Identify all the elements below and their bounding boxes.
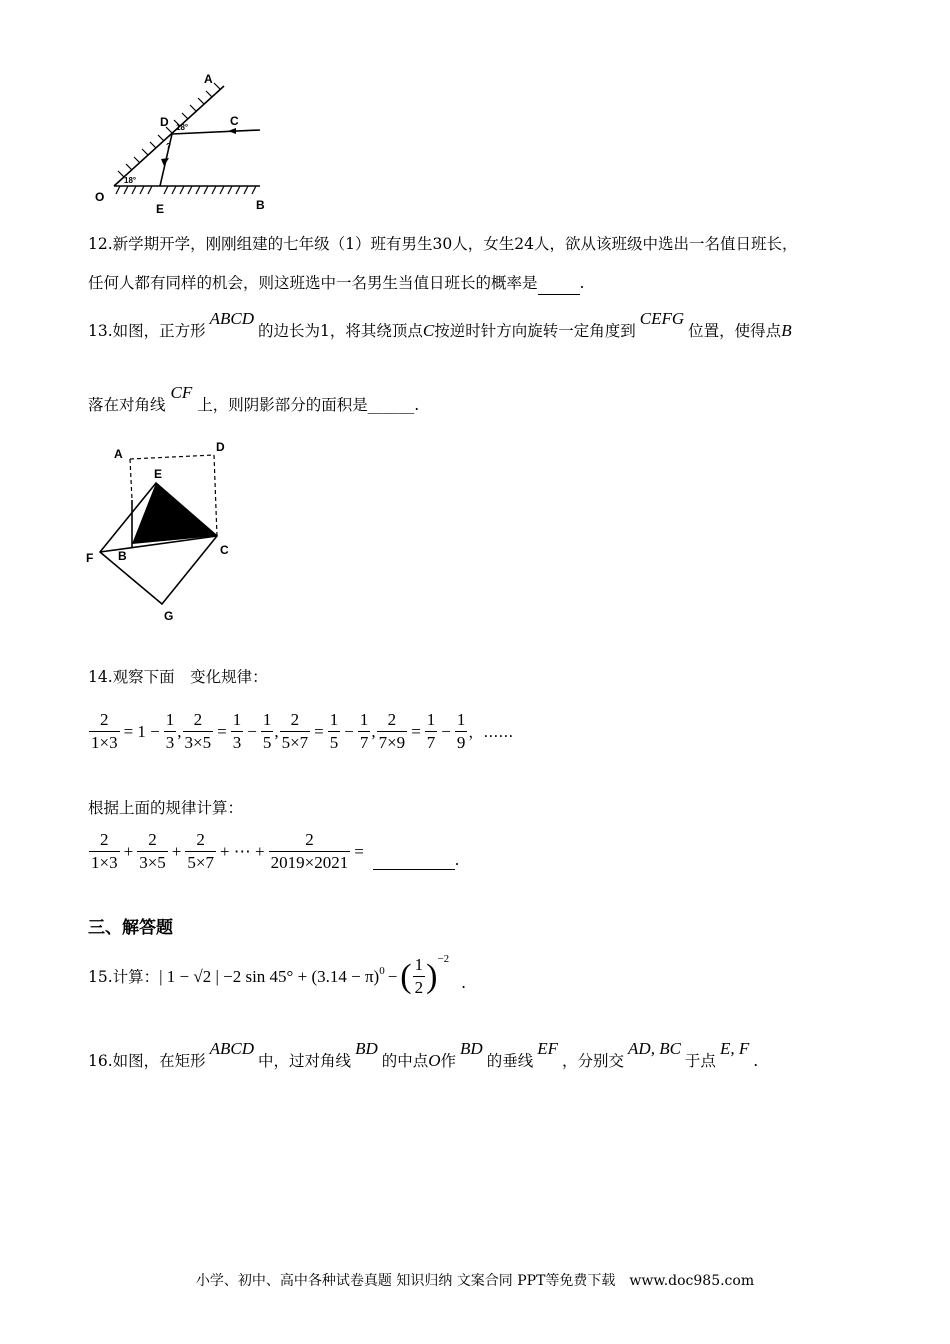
figure-13-diagram	[84, 438, 244, 624]
q16-p5: 的垂线	[486, 1052, 534, 1070]
fraction: $\frac{1}{7}$	[359, 710, 369, 752]
q12-line2	[88, 272, 584, 295]
q13-p5: 落在对角线	[88, 396, 166, 414]
minus: −	[387, 966, 398, 986]
q16-math-ad-bc: AD, BC	[628, 1039, 681, 1058]
q16-math-e-f: E, F	[719, 1039, 750, 1058]
shaded-region	[132, 483, 217, 544]
fraction: $\frac{1}{5}$	[262, 710, 272, 752]
page-footer: 小学、初中、高中各种试卷真题 知识归纳 文案合同 PPT等免费下载 www.doc985.com	[195, 1273, 755, 1289]
q16-math-abcd: ABCD	[209, 1039, 255, 1058]
q13-p2: 的边长为1，将其绕顶点	[258, 322, 423, 340]
hatch-oa	[118, 83, 220, 177]
q13-line2	[88, 383, 420, 416]
fraction: $\frac{2}{1\times 3}$	[91, 830, 118, 872]
q15-row	[88, 952, 467, 998]
q13-p3: 按逆时针方向旋转一定角度到	[434, 322, 636, 340]
q14-sum-row: $\frac{2}{1\times 3}$ + $\frac{2}{3\times 5}$ + $\frac{2}{5\times 7}$ + ⋯ + $\frac{2}{2019\times 2021}$ = .	[91, 830, 460, 872]
q14-answer-blank[interactable]	[373, 849, 455, 870]
fraction-half: $\frac{1}{2}$	[414, 955, 424, 997]
q13-p1: 13.如图，正方形	[88, 322, 206, 340]
fraction: $\frac{1}{3}$	[165, 710, 175, 752]
q14-end: .	[454, 849, 460, 869]
q13-b: B	[781, 321, 792, 340]
q16-line	[88, 1039, 759, 1072]
fraction: $\frac{1}{9}$	[456, 710, 466, 752]
q16-p7: 于点	[684, 1052, 716, 1070]
q16-p4: 作	[440, 1052, 457, 1070]
equals: =	[354, 841, 364, 861]
q14-pattern-row: $\frac{2}{1\times 3}$ = 1 − $\frac{1}{3}$ , $\frac{2}{3\times 5}$ = $\frac{1}{3}$ − $\frac{1}{5}$ , $\frac{2}{5\times 7}$ = $\frac{1}{5}$ − $\frac{1}{7}$ , $\frac{2}{7\times 9}$ = $\frac{1}{7}$ − $\frac{1}{9}$ ，……	[91, 710, 514, 752]
q12-line1: 12.新学期开学，刚刚组建的七年级（1）班有男生30人，女生24人，欲从该班级中选出一名值日班长，	[88, 235, 798, 253]
fraction: $\frac{2}{3\times 5}$	[184, 710, 212, 752]
fraction: $\frac{2}{1\times 3}$	[91, 710, 118, 752]
q14-rule: 根据上面的规律计算：	[88, 799, 244, 817]
fraction: $\frac{2}{3\times 5}$	[139, 830, 166, 872]
label-d: D	[160, 115, 169, 129]
label-g: G	[164, 609, 174, 623]
label-c: C	[230, 114, 239, 128]
q16-p3: 的中点	[381, 1052, 429, 1070]
fraction: $\frac{1}{5}$	[329, 710, 339, 752]
q16-math-bd2: BD	[460, 1039, 483, 1058]
q16-p1: 16.如图，在矩形	[88, 1052, 206, 1070]
q16-end: .	[753, 1052, 759, 1070]
fraction: $\frac{1}{7}$	[426, 710, 436, 752]
q15-exponent: −2	[437, 952, 450, 965]
q15-expression: | 1 − √2 | −2 sin 45° + (3.14 − π) $^0$ − ( $\frac{1}{2}$ ) $^{-2}$	[159, 952, 450, 997]
q12-text: 任何人都有同样的机会，则这班选中一名男生当值日班长的概率是	[88, 274, 538, 292]
label-o: O	[95, 190, 105, 204]
label-e: E	[154, 467, 163, 481]
q16-p6: ，分别交	[562, 1052, 625, 1070]
q13-c: C	[422, 321, 435, 340]
q16-math-bd: BD	[355, 1039, 378, 1058]
label-d: D	[216, 440, 225, 454]
q13-p4: 位置，使得点	[688, 322, 782, 340]
q15-end: .	[461, 973, 467, 992]
q13-math-cf: CF	[170, 383, 193, 402]
label-c: C	[220, 543, 229, 557]
q12-answer-blank[interactable]	[538, 272, 580, 295]
q16-o: O	[428, 1051, 441, 1070]
label-a: A	[114, 447, 123, 461]
q16-math-ef: EF	[537, 1039, 559, 1058]
mirror-oa	[114, 86, 224, 186]
q13-line1	[88, 309, 792, 342]
fraction: $\frac{2}{7\times 9}$	[378, 710, 406, 752]
arrow-c	[228, 128, 236, 134]
fraction: $\frac{1}{3}$	[232, 710, 242, 752]
fraction: $\frac{2}{5\times 7}$	[187, 830, 214, 872]
minus: −	[247, 721, 257, 741]
ellipsis: ，……	[468, 723, 514, 741]
label-b: B	[256, 198, 265, 212]
q12-end: .	[579, 274, 585, 292]
minus: −	[344, 721, 354, 741]
equals: =	[217, 721, 227, 741]
equals: = 1 −	[123, 721, 160, 741]
q16-p2: 中，过对角线	[258, 1052, 352, 1070]
angle-d2-label: ?	[166, 142, 171, 151]
hatch-ob	[116, 186, 256, 194]
label-e: E	[156, 202, 165, 215]
fraction: $\frac{2}{2019\times 2021}$	[270, 830, 349, 872]
label-f: F	[86, 551, 94, 565]
q13-math-abcd: ABCD	[209, 309, 255, 328]
q15-expr-main: | 1 − √2 | −2 sin 45° + (3.14 − π)	[159, 966, 380, 986]
q13-math-cefg: CEFG	[639, 309, 685, 328]
section-3-title: 三、解答题	[88, 918, 173, 938]
equals: =	[411, 721, 421, 741]
angle-d-label: 18°	[176, 123, 189, 132]
label-b: B	[118, 549, 127, 563]
equals: =	[314, 721, 324, 741]
angle-o-label: 18°	[124, 176, 137, 185]
q14-intro: 14.观察下面 变化规律：	[88, 668, 268, 686]
dots: + ⋯ +	[219, 841, 265, 861]
q13-p6: 上，则阴影部分的面积是______.	[197, 396, 420, 414]
label-a: A	[204, 72, 213, 86]
q15-label: 15.计算：	[88, 967, 160, 986]
fraction: $\frac{2}{5\times 7}$	[281, 710, 309, 752]
q15-exponent-zero: 0	[379, 964, 385, 977]
figure-12-diagram	[90, 70, 280, 215]
minus: −	[441, 721, 451, 741]
